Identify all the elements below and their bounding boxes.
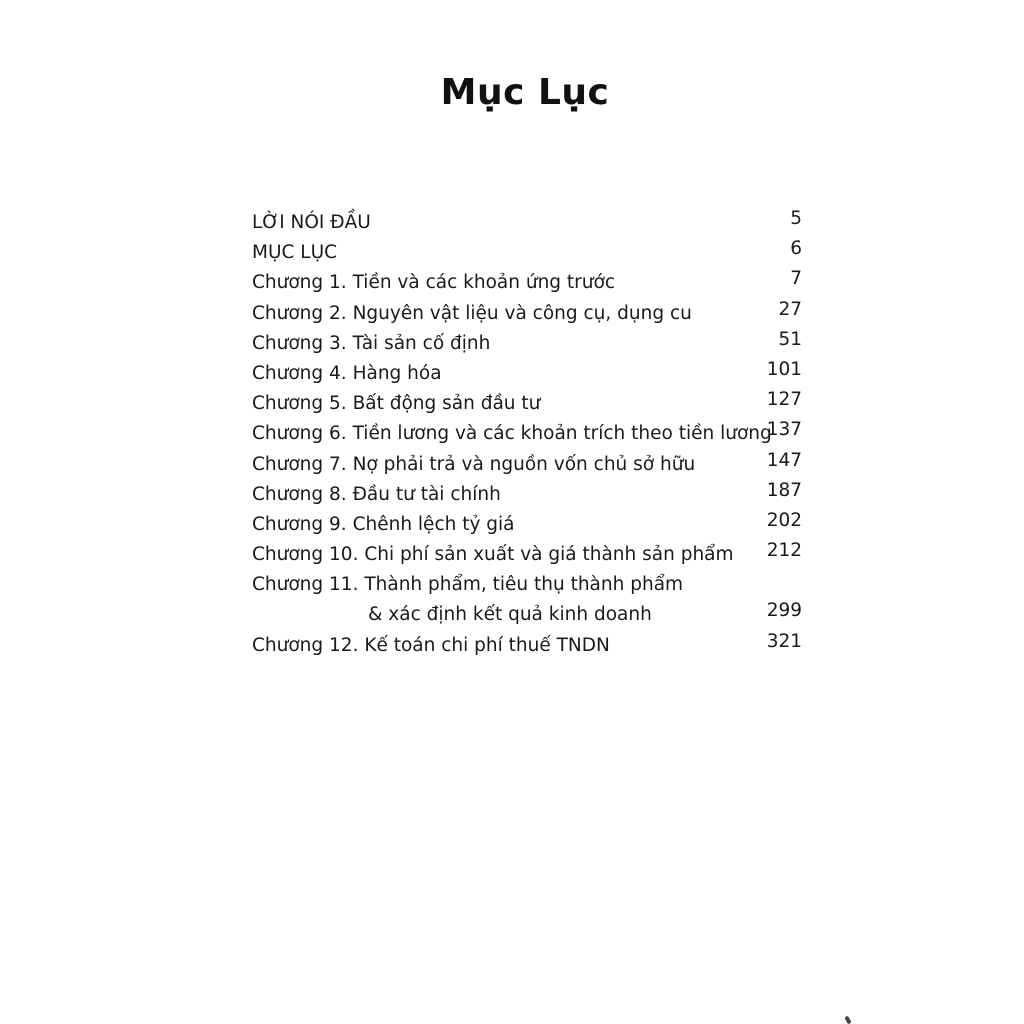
toc-page-number: 187 bbox=[766, 479, 802, 501]
toc-page-number: 137 bbox=[766, 419, 802, 441]
toc-page-number: 27 bbox=[778, 298, 802, 320]
toc-page-number: 101 bbox=[766, 358, 802, 380]
toc-entry-label: Chương 2. Nguyên vật liệu và công cụ, dụng cu bbox=[252, 302, 692, 324]
toc-page-number: 127 bbox=[766, 389, 802, 411]
toc-row-continuation bbox=[252, 596, 802, 626]
table-of-contents bbox=[252, 204, 802, 657]
toc-page-number: 51 bbox=[778, 328, 802, 350]
toc-row bbox=[252, 355, 802, 385]
toc-entry-label: & xác định kết quả kinh doanh bbox=[368, 604, 652, 626]
scan-speck bbox=[844, 1016, 851, 1024]
toc-entry-label: Chương 11. Thành phẩm, tiêu thụ thành phẩm bbox=[252, 574, 684, 596]
toc-row bbox=[252, 566, 802, 596]
toc-page-number: 7 bbox=[790, 268, 802, 290]
toc-entry-label: Chương 7. Nợ phải trả và nguồn vốn chủ sở hữu bbox=[252, 453, 696, 475]
toc-row bbox=[252, 506, 802, 536]
toc-entry-label: LỜI NÓI ĐẦU bbox=[252, 212, 371, 233]
toc-entry-label: Chương 8. Đầu tư tài chính bbox=[252, 483, 501, 505]
toc-row bbox=[252, 446, 802, 476]
toc-row bbox=[252, 476, 802, 506]
toc-entry-label: Chương 3. Tài sản cố định bbox=[252, 332, 491, 354]
toc-row bbox=[252, 264, 802, 294]
toc-row bbox=[252, 325, 802, 355]
toc-entry-label: Chương 1. Tiền và các khoản ứng trước bbox=[252, 272, 615, 294]
toc-row bbox=[252, 536, 802, 566]
toc-row bbox=[252, 295, 802, 325]
toc-entry-label: Chương 4. Hàng hóa bbox=[252, 362, 442, 384]
toc-page-number: 212 bbox=[766, 540, 802, 562]
toc-page-number: 321 bbox=[766, 630, 802, 652]
toc-row bbox=[252, 234, 802, 264]
toc-entry-label: Chương 6. Tiền lương và các khoản trích theo tiền lương bbox=[252, 423, 772, 445]
toc-entry-label: MỤC LỤC bbox=[252, 242, 338, 264]
toc-entry-label: Chương 9. Chênh lệch tỷ giá bbox=[252, 513, 515, 535]
toc-row bbox=[252, 627, 802, 657]
toc-page-number: 6 bbox=[790, 238, 802, 260]
toc-page-number: 202 bbox=[766, 509, 802, 531]
toc-entry-label: Chương 5. Bất động sản đầu tư bbox=[252, 393, 541, 415]
toc-entry-label: Chương 12. Kế toán chi phí thuế TNDN bbox=[252, 634, 610, 656]
toc-row bbox=[252, 385, 802, 415]
toc-row bbox=[252, 204, 802, 234]
toc-page-number: 299 bbox=[766, 600, 802, 622]
toc-entry-label: Chương 10. Chi phí sản xuất và giá thành sản phẩm bbox=[252, 544, 734, 566]
toc-page-number: 147 bbox=[766, 449, 802, 471]
toc-row bbox=[252, 415, 802, 445]
toc-page-number: 5 bbox=[790, 208, 802, 229]
page-title: Mục Lục bbox=[440, 72, 610, 113]
